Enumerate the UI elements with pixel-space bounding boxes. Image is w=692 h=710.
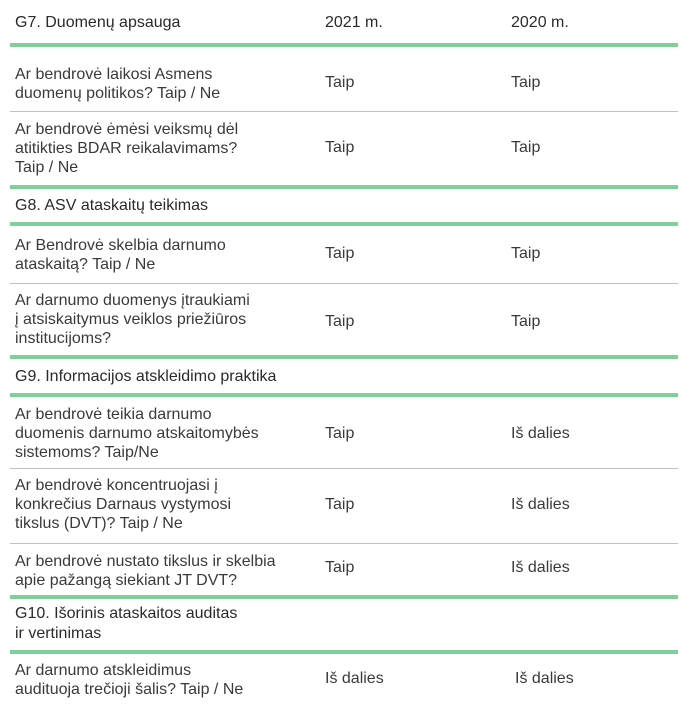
answer-2021: Taip (325, 559, 355, 576)
section-title-g7: G7. Duomenų apsauga (15, 14, 181, 31)
answer-2020: Taip (511, 313, 541, 330)
row-divider (10, 468, 678, 469)
answer-2020: Iš dalies (511, 559, 570, 576)
answer-2021: Taip (325, 139, 355, 156)
section-divider (10, 650, 678, 654)
section-title-g10: G10. Išorinis ataskaitos auditas ir vertinimas (15, 605, 238, 642)
answer-2020: Iš dalies (511, 425, 570, 442)
question-text: Ar bendrovė nustato tikslus ir skelbia apie pažangą siekiant JT DVT? (15, 553, 276, 589)
answer-2021: Taip (325, 425, 355, 442)
section-title-g9: G9. Informacijos atskleidimo praktika (15, 368, 277, 385)
column-header-2020: 2020 m. (511, 14, 569, 31)
answer-2020: Taip (511, 74, 541, 91)
section-divider (10, 355, 678, 359)
answer-2021: Taip (325, 245, 355, 262)
section-divider (10, 43, 678, 47)
section-title-g8: G8. ASV ataskaitų teikimas (15, 197, 208, 214)
question-text: Ar Bendrovė skelbia darnumo ataskaitą? Taip / Ne (15, 237, 226, 273)
section-divider (10, 222, 678, 226)
question-text: Ar darnumo atskleidimus audituoja trečioji šalis? Taip / Ne (15, 662, 244, 698)
answer-2020: Taip (511, 139, 541, 156)
answer-2021: Taip (325, 313, 355, 330)
row-divider (10, 283, 678, 284)
question-text: Ar bendrovė laikosi Asmens duomenų politikos? Taip / Ne (15, 66, 221, 102)
answer-2021: Taip (325, 74, 355, 91)
answer-2020: Iš dalies (515, 670, 574, 687)
row-divider (10, 111, 678, 112)
question-text: Ar bendrovė koncentruojasi į konkrečius Darnaus vystymosi tikslus (DVT)? Taip / Ne (15, 477, 232, 532)
answer-2021: Taip (325, 496, 355, 513)
answer-2021: Iš dalies (325, 670, 384, 687)
section-divider (10, 185, 678, 189)
section-divider (10, 595, 678, 599)
question-text: Ar bendrovė teikia darnumo duomenis darnumo atskaitomybės sistemoms? Taip/Ne (15, 406, 259, 461)
question-text: Ar bendrovė ėmėsi veiksmų dėl atitikties BDAR reikalavimams? Taip / Ne (15, 121, 239, 176)
column-header-2021: 2021 m. (325, 14, 383, 31)
answer-2020: Taip (511, 245, 541, 262)
row-divider (10, 543, 678, 544)
answer-2020: Iš dalies (511, 496, 570, 513)
question-text: Ar darnumo duomenys įtraukiami į atsiskaitymus veiklos priežiūros institucijoms? (15, 292, 250, 347)
section-divider (10, 393, 678, 397)
